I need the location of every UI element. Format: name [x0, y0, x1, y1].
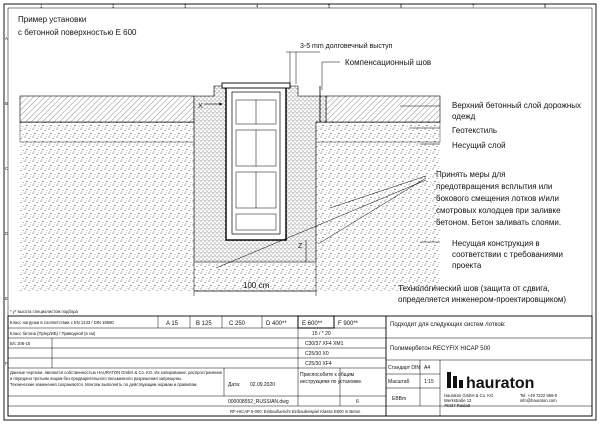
callout-support-2: соответствии с требованиями [452, 250, 563, 259]
callout-tech-joint-2: определяется инженером-проектировщиком) [398, 295, 567, 304]
legal-line-3: Технические изменения сохраняются. Монтаж выполнять по действующим нормам и правилам. [10, 382, 198, 387]
hauraton-logo [447, 372, 534, 392]
scale-value: 1:15 [424, 379, 434, 385]
callout-support-3: проекта [452, 261, 482, 270]
frame-number-4: 4 [256, 3, 259, 9]
frame-letter-b: B [5, 101, 8, 106]
suitable-for-label: Подходит для следующих систем лотков: [390, 322, 506, 328]
row3-left-label: В/с 206-10 [10, 341, 31, 346]
frame-number-8: 8 [544, 3, 547, 9]
top-concrete-right [326, 96, 440, 122]
legal-line-1: Данные чертежи, являются собственностью HAURATON GmbH & Co. KG. Их копирование, распространение [10, 370, 223, 375]
channel-grating [222, 83, 290, 88]
frame-letter-a: A [5, 36, 8, 41]
concrete-class-value: 15 / * 20 [312, 331, 331, 337]
callout-measures-4: смотровых колодцев при заливке [436, 206, 561, 215]
concrete-class-label: Класс бетона (Пр/нр/ИБ) / Приводной (в см) [10, 331, 96, 336]
callout-support-1: Несущая конструкция в [452, 239, 540, 248]
callout-measures-1: Принять меры для [436, 170, 506, 179]
language-value: EBBm [392, 396, 407, 402]
width-dimension-label: 100 cm [243, 281, 270, 290]
frame-number-3: 3 [184, 3, 187, 9]
company-address-2: Werkstraße 13 [444, 398, 472, 403]
row5-value: C25/30 XF4 [305, 361, 332, 367]
load-class-b125: B 125 [196, 321, 212, 327]
load-class-label: Класс нагрузки в соответствии с EN 1433 / DIN 19580 [10, 320, 114, 325]
logo-mark-bar-3 [459, 380, 463, 388]
load-class-f900: F 900** [338, 321, 359, 327]
top-concrete-left [20, 96, 194, 122]
scale-label: Масштаб [388, 379, 410, 385]
callout-bearing-layer: Несущий слой [452, 141, 506, 150]
callout-top-layer-2: одежд [452, 112, 476, 121]
file-page: 6 [356, 399, 359, 405]
frame-letter-e: E [5, 296, 8, 301]
install-note-2: инструкциям по установке. [300, 379, 363, 385]
callout-measures-3: бокового смещения лотков и/или [436, 194, 559, 203]
load-class-e600: E 600** [302, 321, 323, 327]
company-address-3: 76437 Rastatt [444, 403, 471, 408]
logo-mark-bar-2 [453, 376, 457, 388]
logo-wordmark: hauraton [466, 375, 535, 392]
company-phone: Tel. +49 7222 958-0 [520, 393, 558, 398]
z-dimension-mark: Z [298, 243, 303, 250]
frame-number-6: 6 [400, 3, 403, 9]
callout-measures-5: бетоном. Бетон заливать слоями. [436, 218, 562, 227]
title-block-frame [8, 316, 592, 416]
frame-letter-c: C [5, 166, 9, 171]
callout-tech-joint-1: Технологический шов (защита от сдвига, [398, 284, 550, 293]
frame-letter-d: D [5, 231, 9, 236]
row3-value: C30/37 XF4 XM1 [305, 341, 344, 347]
frame-letter-f: F [5, 361, 8, 366]
drawing-title-line-1: Пример установки [18, 15, 87, 24]
logo-mark-bar-1 [447, 372, 451, 388]
frame-number-2: 2 [112, 3, 115, 9]
callout-top-layer-1: Верхний бетонный слой дорожных [452, 101, 582, 110]
cross-section [20, 52, 440, 296]
standard-label: Стандарт DIN [388, 365, 421, 371]
load-class-d400: D 400** [266, 321, 287, 327]
frame-number-5: 5 [328, 3, 331, 9]
callout-geotextile: Геотекстиль [452, 126, 498, 135]
frame-number-7: 7 [472, 3, 475, 9]
date-value: 02.09.2020 [250, 382, 276, 388]
x-dimension-mark: X [198, 103, 203, 110]
company-address-1: Hauraton GmbH & Co. KG [444, 393, 494, 398]
drawing-title-line-2: с бетонной поверхностью E 600 [18, 28, 137, 37]
load-class-a15: A 15 [166, 321, 179, 327]
drawing-title-bottom: RF-HICAP 5-000: Einbaufuericht Einbaubeispiel Klasse E600 in Beton [230, 409, 361, 414]
file-name: 000008552_RUSSIAN.dwg [228, 399, 289, 405]
company-email: info@hauraton.com [520, 398, 557, 403]
callout-measures-2: предотвращения всплытия или [436, 182, 553, 191]
product-name: Полимербетон RECYFIX HICAP 500 [390, 346, 491, 352]
install-note-1: Приспособите к общим [300, 372, 355, 378]
date-label: Дата: [228, 382, 241, 388]
legal-line-2: и передача третьим лицам без предварительного письменного разрешения запрещены. [10, 376, 183, 381]
callout-compensation-joint: Компенсационный шов [345, 58, 432, 67]
load-class-c250: C 250 [229, 321, 246, 327]
callout-overhang: 3-5 mm долговечный выступ [300, 43, 393, 50]
row4-value: C25/30 X0 [305, 351, 329, 357]
title-block [8, 316, 592, 416]
footnote: * у* высота специалистом подбора [10, 309, 78, 314]
frame-number-1: 1 [40, 3, 43, 9]
format-value: A4 [424, 365, 431, 371]
